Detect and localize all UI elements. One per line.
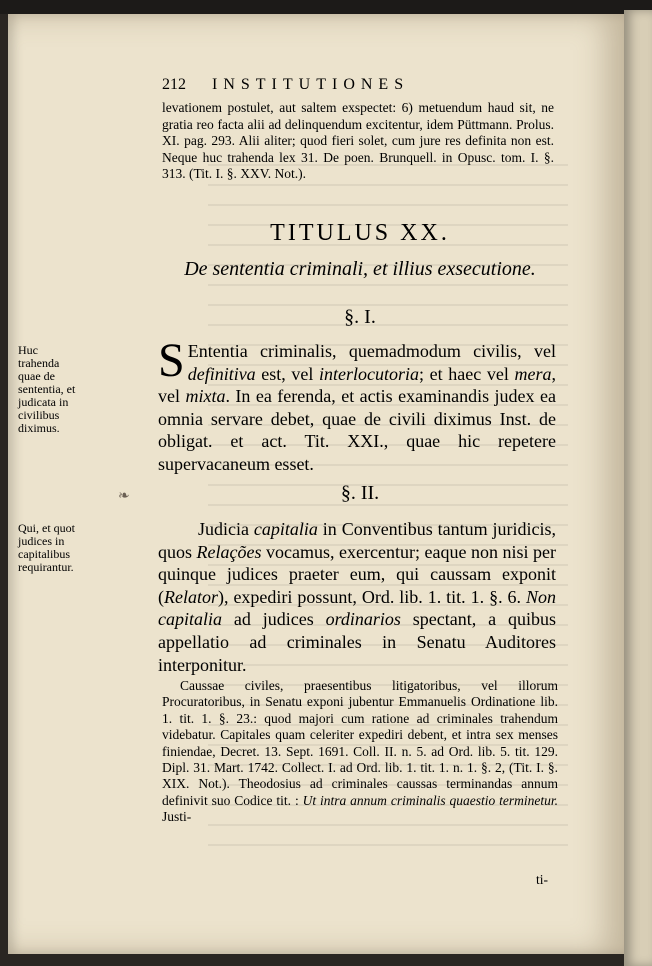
section-heading-1: §. I. (344, 306, 376, 328)
section-heading-2: §. II. (340, 482, 380, 504)
section-2-body: Judicia capitalia in Conventibus tantum juridicis, quos Relações vocamus, exercentur; eaque non nisi per quinque judices praeter eum, qui caussam exponit (Relator), expediri possunt, Ord. lib. 1. tit. 1. §. 6. Non capitalia ad judices ordinarios spectant, a quibus appellatio ad criminales in Senatu Auditores interponitur. (158, 519, 556, 675)
running-head-title: INSTITUTIONES (212, 76, 410, 93)
margin-note-1: Huc trahenda quae de sententia, et judicata in civilibus diximus. (18, 343, 76, 435)
footnote-paragraph: Caussae civiles, praesentibus litigatoribus, vel illorum Procuratoribus, in Senatu exponi jubentur Emmanuelis Ordinatione lib. 1. tit. 1. §. 23.: quod majori cum ratione ad criminales trahendum videbatur. Capitales quam celeriter expediri debent, et intra sex menses finiendae, Decret. 13. Sept. 1691. Coll. II. n. 5. ad Ord. lib. 5. tit. 129. Dipl. 31. Mart. 1742. Collect. I. ad Ord. lib. 1. tit. 1. n. 1. §. 2, (Tit. I. §. XIX. Not.). Theodosius ad criminales caussas terminandas annum definivit suo Codice tit. : Ut intra annum criminalis quaestio terminetur. Justi- (162, 678, 558, 825)
page-number: 212 (162, 76, 186, 93)
margin-ornament: ❧ (118, 489, 130, 504)
catchword: ti- (536, 872, 548, 887)
margin-note-2: Qui, et quot judices in capitalibus requirantur. (18, 521, 75, 574)
running-head (162, 76, 542, 94)
chapter-subtitle: De sententia criminali, et illius exsecutione. (184, 258, 536, 280)
drop-cap: S (158, 334, 185, 387)
section-1-body: S Ententia criminalis, quemadmodum civilis, vel definitiva est, vel interlocutoria; et haec vel mera, vel mixta. In ea ferenda, et actis examinandis judex ea omnia servare debet, quae de civili diximus Inst. de obligat. et act. Tit. XXI., quae hic repetere supervacaneum esset. (158, 334, 556, 474)
continued-note-paragraph: levationem postulet, aut saltem exspectet: 6) metuendum haud sit, ne gratia reo facta alii ad delinquendum excitentur, idem Püttmann. Prolus. XI. pag. 293. Alii aliter; quod fieri solet, cum jure res definita non est. Neque huc trahenda lex 31. De poen. Brunquell. in Opusc. tom. I. §. 313. (Tit. I. §. XXV. Not.). (162, 100, 554, 182)
scan-top-edge (0, 0, 652, 14)
next-page-edge (624, 10, 652, 966)
chapter-title: TITULUS XX. (270, 220, 450, 246)
